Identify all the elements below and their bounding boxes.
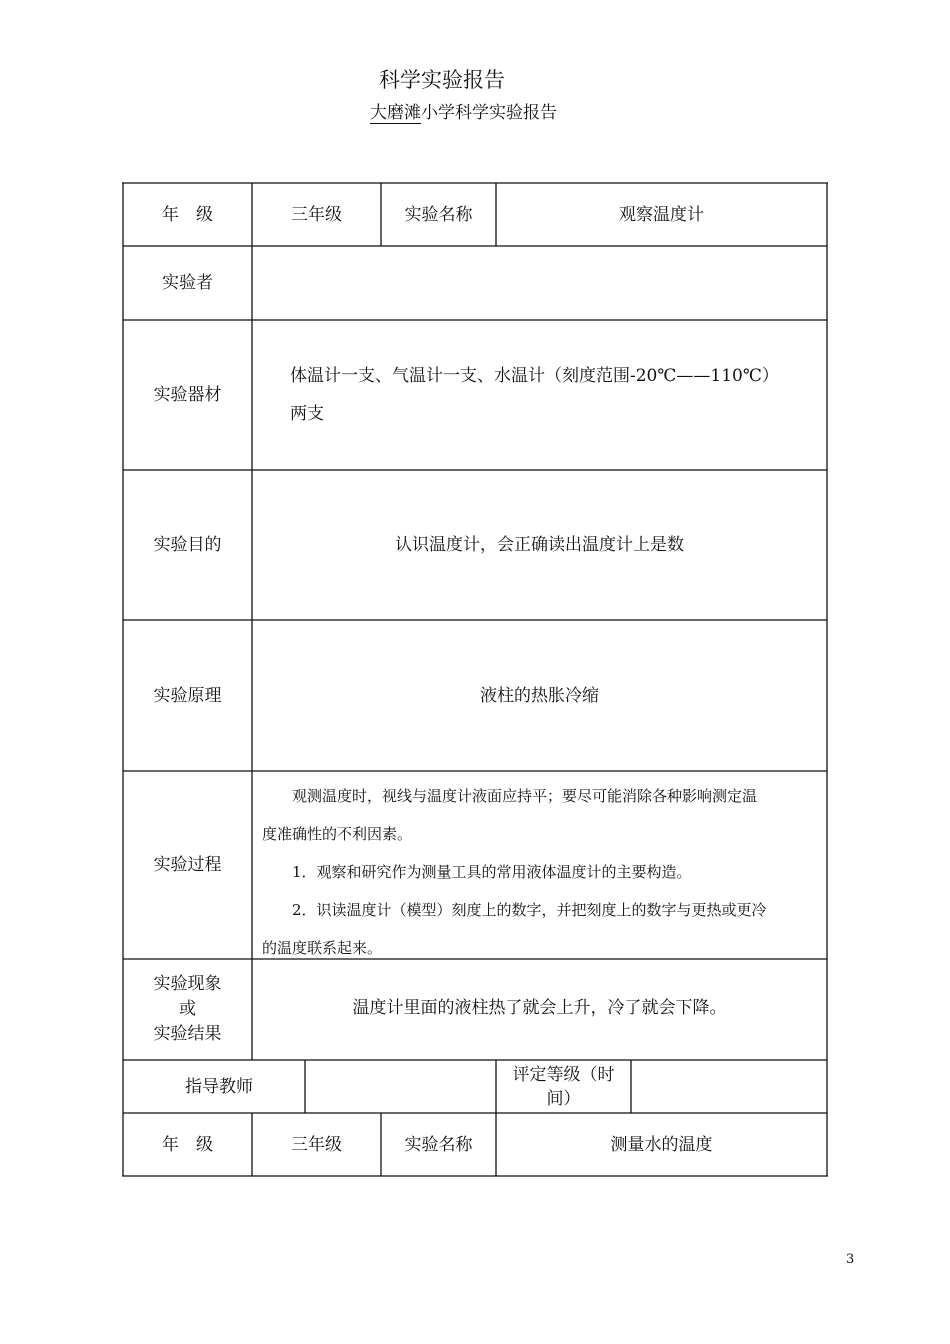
result-label-line-3: 实验结果 (153, 1024, 222, 1044)
rating-label-line-2: 间） (546, 1088, 581, 1109)
purpose-value: 认识温度计，会正确读出温度计上是数 (395, 535, 684, 555)
experimenter-label: 实验者 (162, 273, 213, 293)
experiment-name-label-2: 实验名称 (404, 1134, 473, 1155)
subtitle-text: 小学科学实验报告 (421, 103, 557, 123)
page-number: 3 (846, 1252, 855, 1267)
grade-value: 三年级 (291, 204, 342, 225)
rating-value (631, 1060, 827, 1113)
experiment-name-label: 实验名称 (404, 204, 473, 225)
principle-value: 液柱的热胀冷缩 (480, 685, 599, 706)
grade-value-2: 三年级 (291, 1134, 342, 1155)
principle-label: 实验原理 (153, 685, 222, 706)
experiment-name-value-2: 测量水的温度 (610, 1134, 713, 1155)
teacher-value (305, 1060, 496, 1113)
process-paragraph-3b: 的温度联系起来。 (262, 939, 383, 957)
materials-line-2: 两支 (290, 404, 324, 424)
result-label (123, 959, 252, 1060)
experimenter-value (252, 246, 827, 320)
experiment-name-value: 观察温度计 (619, 204, 704, 225)
result-label-line-2: 或 (179, 999, 196, 1019)
process-paragraph-1a: 观测温度时，视线与温度计液面应持平；要尽可能消除各种影响测定温 (292, 787, 758, 805)
process-paragraph-1b: 度准确性的不利因素。 (262, 825, 413, 843)
teacher-label: 指导教师 (185, 1076, 253, 1097)
process-paragraph-3a: 2．识读温度计（模型）刻度上的数字，并把刻度上的数字与更热或更冷 (292, 901, 767, 919)
process-label: 实验过程 (153, 855, 222, 875)
grade-label: 年 级 (162, 204, 213, 225)
grade-label-2: 年 级 (162, 1134, 213, 1155)
process-content (252, 771, 827, 959)
materials-value (252, 320, 827, 470)
rating-label-line-1: 评定等级（时 (512, 1064, 615, 1085)
materials-label: 实验器材 (153, 385, 222, 405)
purpose-label: 实验目的 (153, 535, 222, 555)
process-paragraph-2: 1．观察和研究作为测量工具的常用液体温度计的主要构造。 (292, 863, 692, 881)
materials-line-1: 体温计一支、气温计一支、水温计（刻度范围-20℃——110℃） (290, 366, 779, 386)
school-name: 大磨滩 (370, 103, 421, 123)
rating-label (496, 1060, 631, 1113)
result-value: 温度计里面的液柱热了就会上升，冷了就会下降。 (352, 997, 727, 1018)
result-label-line-1: 实验现象 (153, 974, 222, 994)
page-title: 科学实验报告 (379, 68, 505, 92)
